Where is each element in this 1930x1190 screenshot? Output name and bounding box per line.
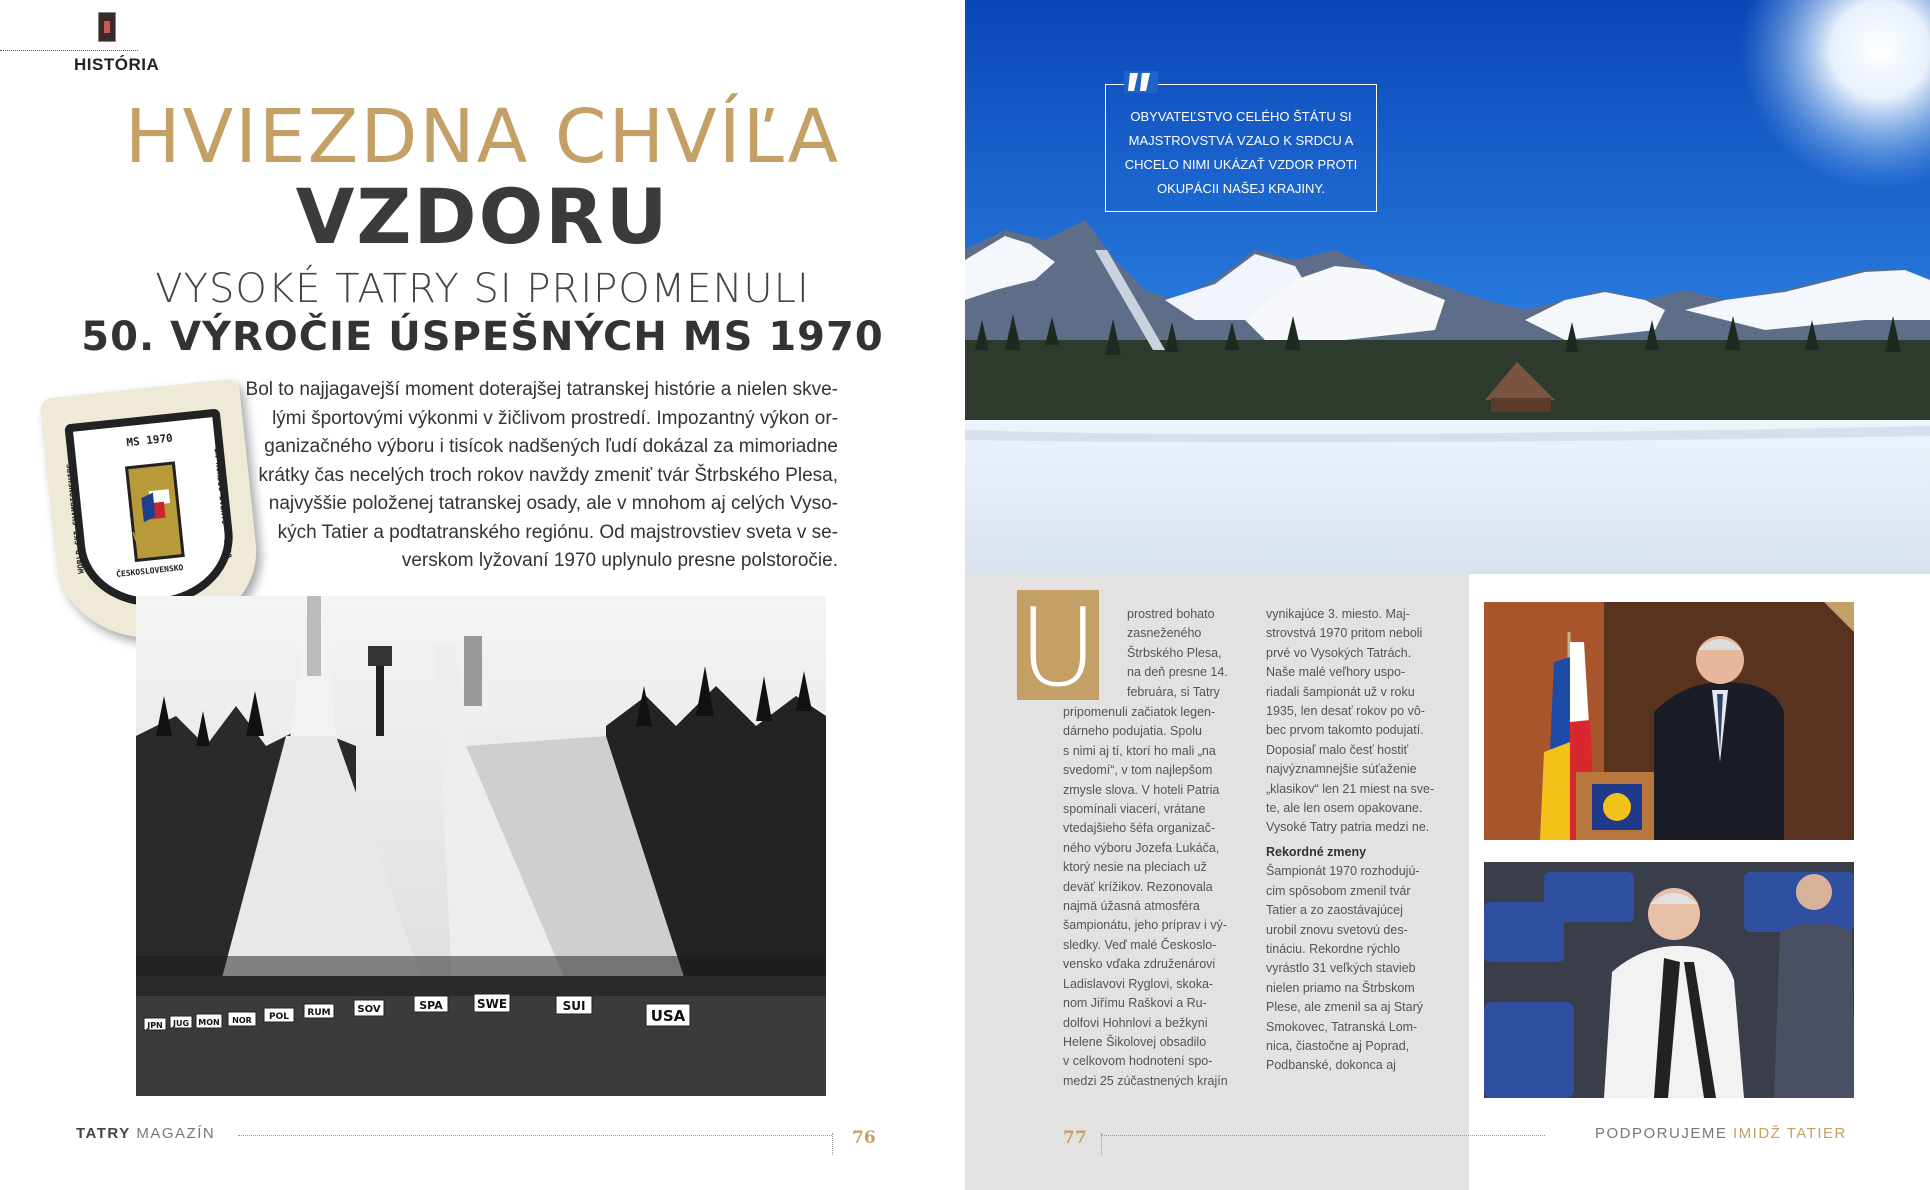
article-column-1-top bbox=[1127, 605, 1262, 702]
lead-line: najvyššie položenej tatranskej osady, ale v mnohom aj celých Vyso- bbox=[268, 493, 838, 514]
article-line: sledky. Veď malé Českoslo- bbox=[1063, 937, 1217, 952]
article-line: dárneho podujatia. Spolu bbox=[1063, 724, 1203, 739]
article-line: februára, si Tatry bbox=[1127, 684, 1220, 699]
article-line: vyrástlo 31 veľkých stavieb bbox=[1266, 961, 1416, 976]
section-label: HISTÓRIA bbox=[74, 55, 160, 74]
article-line: na deň presne 14. bbox=[1127, 665, 1228, 680]
badge-mid-2: TATRY bbox=[137, 539, 175, 558]
article-line: urobil znovu svetovú des- bbox=[1266, 922, 1408, 937]
article-line: zasneženého bbox=[1127, 626, 1202, 641]
article-line: tináciu. Rekordne rýchlo bbox=[1266, 941, 1401, 956]
article-line: deväť krížikov. Rezonovala bbox=[1063, 879, 1213, 894]
country-sign: NOR bbox=[232, 1016, 252, 1025]
country-sign: JPN bbox=[147, 1021, 163, 1030]
drop-cap bbox=[1017, 586, 1099, 711]
magazine-slogan bbox=[1595, 1125, 1847, 1142]
country-sign: SUI bbox=[562, 999, 586, 1013]
quote-mark-icon bbox=[1124, 71, 1158, 93]
audience-photo bbox=[1484, 862, 1854, 1098]
drop-cap-letter: U bbox=[1018, 586, 1098, 711]
article-line: vtedajšieho šéfa organizač- bbox=[1063, 821, 1216, 836]
country-sign: USA bbox=[650, 1007, 686, 1025]
article-line: cim spôsobom zmenil tvár bbox=[1266, 883, 1411, 898]
article-line: vynikajúce 3. miesto. Maj- bbox=[1266, 607, 1410, 621]
article-line: Ladislavovi Ryglovi, skoka- bbox=[1063, 976, 1214, 991]
article-line: spomínali viacerí, vrátane bbox=[1063, 802, 1206, 817]
ski-jump-photo-image bbox=[136, 596, 826, 1096]
article-line: Helene Šikolovej obsadilo bbox=[1063, 1034, 1207, 1049]
right-page bbox=[965, 0, 1930, 1190]
article-line: medzi 25 zúčastnených krajín bbox=[1063, 1073, 1228, 1088]
slogan-light: PODPORUJEME bbox=[1595, 1125, 1734, 1142]
article-line: svedomí“, v tom najlepšom bbox=[1063, 763, 1213, 778]
section-logo-icon bbox=[98, 12, 116, 42]
lead-line: kých Tatier a podtatranského regiónu. Od majstrovstiev sveta v se- bbox=[277, 521, 838, 543]
article-line: ktorý nesie na pleciach už bbox=[1063, 860, 1207, 875]
article-line: pripomenuli začiatok legen- bbox=[1063, 705, 1216, 719]
article-line: Tatier a zo zaostávajúcej bbox=[1266, 903, 1403, 918]
article-line: s nimi aj tí, ktorí ho mali „na bbox=[1063, 743, 1216, 758]
audience-photo-image bbox=[1484, 862, 1854, 1098]
country-sign: SWE bbox=[476, 997, 508, 1011]
section-divider bbox=[0, 50, 138, 51]
brand-light: MAGAZÍN bbox=[130, 1125, 216, 1142]
country-sign: RUM bbox=[307, 1008, 331, 1018]
article-line: Doposiaľ malo česť hostiť bbox=[1266, 742, 1409, 757]
article-line: 1935, len desať rokov po vô- bbox=[1266, 704, 1425, 719]
badge-bottom-text: ČESKOSLOVENSKO bbox=[115, 563, 184, 580]
lead-line: ganizačného výboru i tisícok nadšených ľudí dokázal za mimoriadne bbox=[264, 436, 838, 457]
article-line: riadali šampionát už v roku bbox=[1266, 684, 1415, 699]
article-line: prvé vo Vysokých Tatrách. bbox=[1266, 645, 1412, 660]
country-sign: SOV bbox=[357, 1004, 381, 1015]
badge-left-text: WORLD SKI CHAMPIONSHIPS bbox=[65, 462, 86, 575]
article-column-1 bbox=[1063, 703, 1262, 1091]
article-line: Smokovec, Tatranská Lom- bbox=[1266, 1019, 1418, 1034]
page-number-left: 76 bbox=[852, 1128, 876, 1148]
ski-jump-photo bbox=[136, 596, 826, 1096]
subheadline-line-1: VYSOKÉ TATRY SI PRIPOMENULI bbox=[155, 266, 810, 312]
lead-line: Bol to najjagavejší moment doterajšej tatranskej histórie a nielen skve- bbox=[245, 379, 838, 400]
article-line: šampionátu, jeho príprav i vý- bbox=[1063, 918, 1227, 933]
article-line: ného výboru Jozefa Lukáča, bbox=[1063, 840, 1220, 855]
headline-line-2: VZDORU bbox=[295, 172, 670, 261]
lead-paragraph bbox=[238, 376, 838, 576]
footer-tick bbox=[1101, 1133, 1102, 1155]
article-line: te, ale len osem opakovane. bbox=[1266, 801, 1423, 816]
badge-right-text: IN NORDIC EVENTS · 1970 bbox=[212, 447, 234, 559]
headline-line-1: HVIEZDNA CHVÍĽA bbox=[124, 94, 841, 180]
article-line: prostred bohato bbox=[1127, 607, 1215, 621]
article-line: Naše malé veľhory uspo- bbox=[1266, 665, 1406, 680]
page-number-right: 77 bbox=[1063, 1128, 1087, 1148]
article-line: zmysle slova. V hoteli Patria bbox=[1063, 782, 1220, 797]
lead-line: krátky čas necelých troch rokov navždy zmeniť tvár Štrbského Plesa, bbox=[258, 464, 838, 486]
pull-quote-text: OBYVATEĽSTVO CELÉHO ŠTÁTU SI MAJSTROVSTVÁ VZALO K SRDCU A CHCELO NIMI UKÁZAŤ VZDOR PROTI OKUPÁCII NAŠEJ KRAJINY. bbox=[1124, 109, 1358, 196]
brand-bold: TATRY bbox=[76, 1125, 131, 1142]
article-line: bec prvom takomto podujatí. bbox=[1266, 723, 1424, 738]
country-sign: MON bbox=[198, 1018, 220, 1027]
article-line: Plese, ale zmenil sa aj Starý bbox=[1266, 1000, 1424, 1015]
article-line: nica, čiastočne aj Poprad, bbox=[1266, 1038, 1410, 1053]
article-line: nom Jiřímu Raškovi a Ru- bbox=[1063, 996, 1207, 1011]
article-line: v celkovom hodnotení spo- bbox=[1063, 1054, 1213, 1069]
article-line: Šampionát 1970 rozhodujú- bbox=[1266, 864, 1420, 879]
article-line: Štrbského Plesa, bbox=[1127, 645, 1222, 660]
article-line: najmä úžasná atmosféra bbox=[1063, 899, 1200, 914]
lead-line: verskom lyžovaní 1970 uplynulo presne polstoročie. bbox=[401, 550, 838, 571]
article-line: strovstvá 1970 pritom neboli bbox=[1266, 626, 1423, 641]
subheadline-line-2: 50. VÝROČIE ÚSPEŠNÝCH MS 1970 bbox=[81, 314, 884, 360]
article-line: vensko vďaka združenárovi bbox=[1063, 957, 1216, 972]
badge-mid-1: VYSOKÉ bbox=[131, 525, 177, 545]
badge-year: MS 1970 bbox=[125, 431, 174, 450]
article-line: Vysoké Tatry patria medzi ne. bbox=[1266, 820, 1430, 835]
speaker-photo bbox=[1484, 602, 1854, 840]
magazine-brand bbox=[76, 1125, 215, 1142]
article-line: najvýznamnejšie súťaženie bbox=[1266, 762, 1417, 777]
article-line: „klasikov“ len 21 miest na sve- bbox=[1266, 781, 1435, 796]
article-line: Podbanské, dokonca aj bbox=[1266, 1058, 1396, 1073]
pull-quote bbox=[1105, 84, 1377, 212]
speaker-photo-image bbox=[1484, 602, 1854, 840]
country-sign: JUG bbox=[172, 1019, 190, 1028]
article-subheading: Rekordné zmeny bbox=[1266, 844, 1367, 859]
footer-divider bbox=[238, 1135, 832, 1136]
footer-divider bbox=[1101, 1135, 1545, 1136]
country-sign: POL bbox=[269, 1012, 289, 1022]
article-line: dolfovi Hohnlovi a bežkyni bbox=[1063, 1015, 1208, 1030]
slogan-gold: IMIDŽ TATIER bbox=[1733, 1125, 1847, 1142]
country-sign: SPA bbox=[419, 999, 443, 1012]
article-column-2 bbox=[1266, 605, 1444, 1076]
lead-line: lými športovými výkonmi v žičlivom prostredí. Impozantný výkon or- bbox=[272, 407, 838, 429]
article-line: nielen priamo na Štrbskom bbox=[1266, 980, 1415, 995]
footer-tick bbox=[832, 1133, 833, 1155]
